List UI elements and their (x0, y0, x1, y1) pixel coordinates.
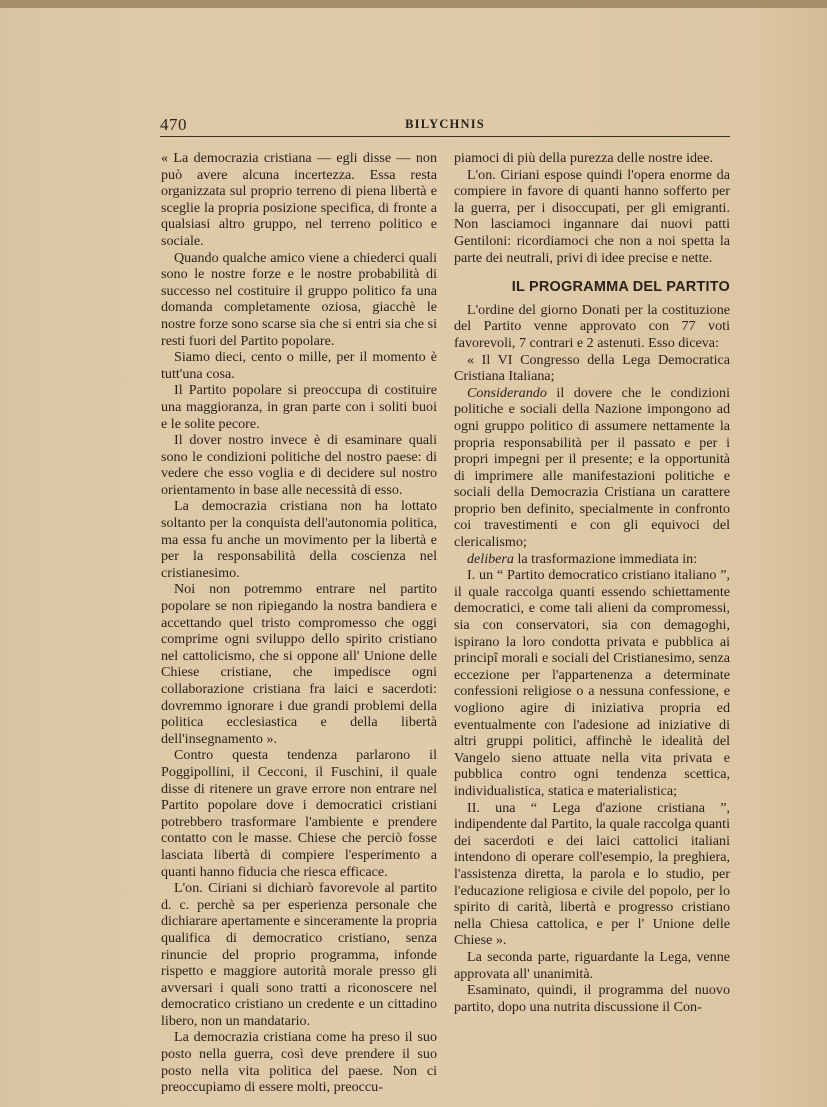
paragraph-considerando (454, 385, 730, 551)
page-top-edge (0, 0, 827, 8)
paragraph: Esaminato, quindi, il programma del nuovo partito, dopo una nutrita discussione il Con- (454, 982, 730, 1015)
paragraph: Quando qualche amico viene a chiederci quali sono le nostre forze e le nostre probabilità di successo nel costituire il gruppo politico fa una domanda completamente oziosa, giacchè le nostre forze sono scarse sia che si entri sia che si resti fuori del Partito popolare. (161, 249, 437, 349)
paragraph: Il Partito popolare si preoccupa di costituire una maggioranza, in gran parte con i soliti buoi e le solite pecore. (161, 382, 437, 432)
page-number: 470 (160, 115, 187, 134)
right-column (454, 150, 730, 1015)
motion-point-one: I. un “ Partito democratico cristiano italiano ”, il quale raccolga quanti essendo schiettamente democratici, e come tali alieni da compromessi, sia con conservatori, sia con demagoghi, ispirano la loro condotta privata e pubblica ai principî morali e sociali del Cristianesimo, senza eccezione per l'appartenenza a determinate confessioni religiose o a nessuna confessione, e vogliono agire di iniziativa propria ed eventualmente con l'adesione ad iniziative di altri gruppi politici, affinchè le idealità del Vangelo sieno attuate nella vita privata e pubblica contro ogni tendenza scettica, individualistica, statica e materialistica; (454, 567, 730, 799)
paragraph: Contro questa tendenza parlarono il Poggipollini, il Cecconi, il Fuschini, il quale disse di ritenere un grave errore non entrare nel Partito popolare dove i democratici cristiani potrebbero trasformare l'ambiente e prendere contatto con le masse. Chiese che perciò fosse lasciata libertà di compiere l'esperimento a quanti hanno fiducia che riesca efficace. (161, 747, 437, 880)
paragraph: Il dover nostro invece è di esaminare quali sono le condizioni politiche del nostro paese: di vedere che esso voglia e di decidere sul nostro orientamento in base alle necessità di esso. (161, 432, 437, 498)
delibera-text: la trasformazione immediata in: (513, 550, 698, 567)
paragraph: L'on. Ciriani espose quindi l'opera enorme da compiere in favore di quanti hanno sofferto per la guerra, per i disoccupati, per gli emigranti. Non lasciamoci ingannare dai nuovi patti Gentiloni: ricordiamoci che non a noi spetta la parte dei neutrali, privi di idee precise e nette. (454, 166, 730, 266)
paragraph: La seconda parte, riguardante la Lega, venne approvata all' unanimità. (454, 948, 730, 982)
paragraph: « La democrazia cristiana — egli disse — non può avere alcuna incertezza. Essa resta organizzata sul proprio terreno di piena libertà e sceglie la propria posizione specifica, di fronte a qualsiasi altro gruppo, nel terreno politico e sociale. (161, 150, 437, 249)
running-header (160, 115, 730, 137)
motion-point-two: II. una “ Lega d'azione cristiana ”, indipendente dal Partito, la quale raccolga quanti dei sacerdoti e dei laici cattolici italiani intendono di operare coll'esempio, la preghiera, l'assistenza diretta, la parola e lo studio, per l'educazione religiosa e civile del popolo, per lo spirito di carità, libertà e progresso cristiano nella Chiesa cattolica, e per l' Unione delle Chiese ». (454, 799, 730, 949)
header-rule (160, 136, 730, 137)
paragraph: Siamo dieci, cento o mille, per il momento è tutt'una cosa. (161, 349, 437, 382)
journal-title: BILYCHNIS (405, 117, 485, 131)
considerando-text: il dovere che le condizioni politiche e sociali della Nazione impongono ad ogni gruppo politico di assumere nettamente la propria responsabilità per il passato e per i propri impegni per il presente; e la opportunità di imprimere alle manifestazioni politiche e sociali della Democrazia Cristiana un carattere proprio ben definito, specialmente in confronto coi travestimenti e con gli equivoci del clericalismo; (454, 384, 730, 551)
paragraph-delibera (454, 551, 730, 568)
left-column (161, 150, 437, 1096)
delibera-word: delibera (467, 550, 514, 567)
paragraph: Noi non potremmo entrare nel partito popolare se non ripiegando la nostra bandiera e accettando quel tristo compromesso che oggi comprime ogni sviluppo dello spirito cristiano nel cattolicismo, che si oppone all' Unione delle Chiese cristiane, che impedisce ogni collaborazione cristiana fra laici e sacerdoti: dovremmo ignorare i due grandi problemi della politica ecclesiastica e della libertà dell'insegnamento ». (161, 581, 437, 747)
paragraph: La democrazia cristiana come ha preso il suo posto nella guerra, così deve prendere il suo posto nella vita politica del paese. Non ci preoccupiamo di essere molti, preoccu- (161, 1029, 437, 1096)
paragraph: L'on. Ciriani si dichiarò favorevole al partito d. c. perchè sa per esperienza personale che dichiarare apertamente e sinceramente la propria qualifica di democratico cristiano, senza rinuncie del proprio programma, infonde rispetto e maggiore autorità morale presso gli avversari i quali sono tratti a riconoscere nel democratico cristiano un credente e un cittadino libero, non un mandatario. (161, 880, 437, 1029)
considerando-word: Considerando (467, 384, 547, 401)
section-heading: IL PROGRAMMA DEL PARTITO (511, 279, 730, 296)
motion-opening: « Il VI Congresso della Lega Democratica Cristiana Italiana; (454, 351, 730, 385)
paragraph: L'ordine del giorno Donati per la costituzione del Partito venne approvato con 77 voti favorevoli, 7 contrari e 2 astenuti. Esso diceva: (454, 301, 730, 351)
paragraph: piamoci di più della purezza delle nostre idee. (454, 150, 714, 166)
paragraph: La democrazia cristiana non ha lottato soltanto per la conquista dell'autonomia politica, ma essa fu anche un movimento per la libertà e per la responsabilità della coscienza nel cristianesimo. (161, 498, 437, 581)
